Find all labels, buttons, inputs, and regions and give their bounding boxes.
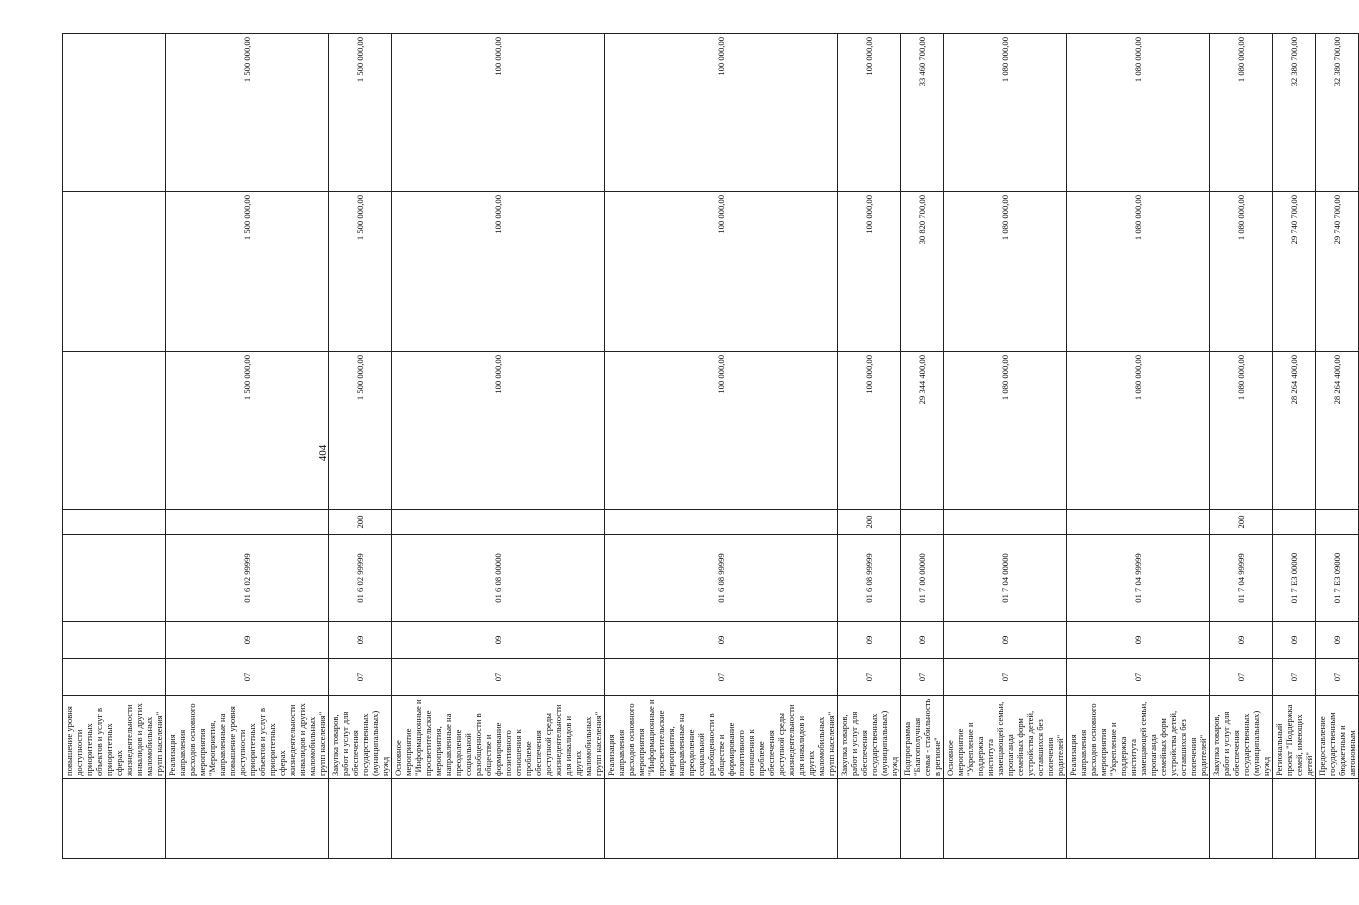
table-row — [901, 34, 944, 859]
target-article-cell: 01 6 02 99999 — [166, 535, 329, 622]
expense-type-cell — [901, 510, 944, 535]
amount-year3-cell: 32 380 700,00 — [1273, 34, 1316, 192]
amount-year3-cell: 100 000,00 — [838, 34, 901, 192]
target-article-cell: 01 7 E3 00000 — [1273, 535, 1316, 622]
row-name-cell: Основное мероприятие "Укрепление и поддержка института замещающей семьи, пропаганда семейных форм устройства детей, оставшихся без попечения родителей" — [944, 696, 1067, 779]
expense-type-cell — [392, 510, 605, 535]
subsection-code-cell: 09 — [1210, 622, 1273, 659]
section-code-cell: 07 — [1316, 659, 1359, 696]
section-code-cell: 07 — [1067, 659, 1210, 696]
expense-type-cell: 200 — [838, 510, 901, 535]
subsection-code-cell: 09 — [329, 622, 392, 659]
row-name-cell: Закупка товаров, работ и услуг для обеспечения государственных (муниципальных) нужд — [1210, 696, 1273, 779]
subsection-code-cell: 09 — [392, 622, 605, 659]
blank-cell — [1067, 779, 1210, 859]
subsection-code-cell: 09 — [166, 622, 329, 659]
amount-year1-cell: 100 000,00 — [838, 352, 901, 510]
row-name-cell: Основное мероприятие "Информационные и просветительские мероприятия, направленные на преодоление социальной разобщенности в обществе и формирование позитивного отношения к проблеме обеспечения доступной среды жизнедеятельности для инвалидов и других маломобильных групп населения" — [392, 696, 605, 779]
target-article-cell: 01 6 02 99999 — [329, 535, 392, 622]
amount-year1-cell: 1 080 000,00 — [1067, 352, 1210, 510]
target-article-cell: 01 7 E3 09000 — [1316, 535, 1359, 622]
row-name-cell: Закупка товаров, работ и услуг для обеспечения государственных (муниципальных) нужд — [838, 696, 901, 779]
subsection-code-cell: 09 — [1067, 622, 1210, 659]
row-name-cell: Реализация направления расходов основного мероприятия "Информационные и просветительские мероприятия, направленные на преодоление социальной разобщенности в обществе и формирование позитивного отношения к проблеме обеспечения доступной среды жизнедеятельности для инвалидов и других маломобильных групп населения" — [605, 696, 838, 779]
budget-table — [62, 33, 1359, 859]
amount-year2-cell: 100 000,00 — [605, 192, 838, 352]
expense-type-cell — [166, 510, 329, 535]
amount-year1-cell: 1 080 000,00 — [1210, 352, 1273, 510]
amount-year1-cell: 100 000,00 — [392, 352, 605, 510]
amount-year3-cell: 1 500 000,00 — [329, 34, 392, 192]
expense-type-cell — [944, 510, 1067, 535]
table-row — [1316, 34, 1359, 859]
section-code-cell: 07 — [166, 659, 329, 696]
section-code-cell: 07 — [944, 659, 1067, 696]
section-code-cell: 07 — [838, 659, 901, 696]
row-name-cell: Подпрограмма "Благополучная семья - стабильность в регионе" — [901, 696, 944, 779]
row-name-cell: Региональный проект "Поддержка семей, имеющих детей" — [1273, 696, 1316, 779]
row-name-cell: Реализация направления расходов основного мероприятия "Мероприятия, направленные на повышение уровня доступности приоритетных объектов и услуг в приоритетных сферах жизнедеятельности инвалидов и других маломобильных групп населения" — [166, 696, 329, 779]
amount-year3-cell: 1 500 000,00 — [166, 34, 329, 192]
budget-table-frame — [62, 34, 1357, 859]
amount-year2-cell: 100 000,00 — [838, 192, 901, 352]
expense-type-cell — [1067, 510, 1210, 535]
subsection-code-cell: 09 — [1273, 622, 1316, 659]
section-code-cell: 07 — [329, 659, 392, 696]
table-row — [838, 34, 901, 859]
subsection-code-cell: 09 — [1316, 622, 1359, 659]
amount-year1-cell: 100 000,00 — [605, 352, 838, 510]
expense-type-cell — [1273, 510, 1316, 535]
amount-year2-cell: 1 080 000,00 — [1067, 192, 1210, 352]
amount-year2-cell: 1 500 000,00 — [329, 192, 392, 352]
table-row — [1210, 34, 1273, 859]
blank-cell — [166, 779, 329, 859]
table-row — [1067, 34, 1210, 859]
section-code-cell: 07 — [605, 659, 838, 696]
amount-year1-cell — [63, 352, 166, 510]
expense-type-cell — [1316, 510, 1359, 535]
target-article-cell: 01 6 08 99999 — [838, 535, 901, 622]
table-row — [605, 34, 838, 859]
section-code-cell: 07 — [1210, 659, 1273, 696]
blank-cell — [63, 779, 166, 859]
amount-year2-cell: 100 000,00 — [392, 192, 605, 352]
subsection-code-cell: 09 — [944, 622, 1067, 659]
amount-year3-cell: 1 080 000,00 — [1067, 34, 1210, 192]
target-article-cell: 01 6 08 00000 — [392, 535, 605, 622]
target-article-cell: 01 6 08 99999 — [605, 535, 838, 622]
blank-cell — [1316, 779, 1359, 859]
section-code-cell: 07 — [1273, 659, 1316, 696]
amount-year2-cell: 1 080 000,00 — [944, 192, 1067, 352]
section-code-cell: 07 — [901, 659, 944, 696]
table-row — [944, 34, 1067, 859]
table-row — [329, 34, 392, 859]
amount-year3-cell: 1 080 000,00 — [944, 34, 1067, 192]
target-article-cell: 01 7 04 99999 — [1210, 535, 1273, 622]
section-code-cell: 07 — [392, 659, 605, 696]
table-row — [166, 34, 329, 859]
expense-type-cell: 200 — [329, 510, 392, 535]
table-row — [1273, 34, 1316, 859]
target-article-cell: 01 7 00 00000 — [901, 535, 944, 622]
amount-year3-cell: 100 000,00 — [605, 34, 838, 192]
amount-year3-cell: 32 380 700,00 — [1316, 34, 1359, 192]
amount-year1-cell: 1 500 000,00 — [329, 352, 392, 510]
subsection-code-cell: 09 — [838, 622, 901, 659]
amount-year1-cell: 29 344 400,00 — [901, 352, 944, 510]
blank-cell — [1210, 779, 1273, 859]
amount-year2-cell: 30 820 700,00 — [901, 192, 944, 352]
amount-year1-cell: 1 500 000,00 — [166, 352, 329, 510]
target-article-cell — [63, 535, 166, 622]
row-name-cell: Закупка товаров, работ и услуг для обеспечения государственных (муниципальных) нужд — [329, 696, 392, 779]
table-row — [63, 34, 166, 859]
blank-cell — [838, 779, 901, 859]
blank-cell — [944, 779, 1067, 859]
expense-type-cell — [63, 510, 166, 535]
page-number: 404 — [317, 444, 329, 462]
subsection-code-cell: 09 — [605, 622, 838, 659]
blank-cell — [392, 779, 605, 859]
subsection-code-cell: 09 — [901, 622, 944, 659]
amount-year3-cell: 1 080 000,00 — [1210, 34, 1273, 192]
amount-year3-cell — [63, 34, 166, 192]
row-name-cell: Предоставление государственным бюджетным и автономным — [1316, 696, 1359, 779]
amount-year3-cell: 100 000,00 — [392, 34, 605, 192]
blank-cell — [329, 779, 392, 859]
amount-year2-cell: 1 080 000,00 — [1210, 192, 1273, 352]
section-code-cell — [63, 659, 166, 696]
blank-cell — [605, 779, 838, 859]
blank-cell — [1273, 779, 1316, 859]
row-name-cell: Реализация направления расходов основного мероприятия "Укрепление и поддержка института замещающей семьи, пропаганда семейных форм устройства детей, оставшихся без попечения родителей" — [1067, 696, 1210, 779]
amount-year2-cell — [63, 192, 166, 352]
subsection-code-cell — [63, 622, 166, 659]
amount-year2-cell: 29 740 700,00 — [1273, 192, 1316, 352]
amount-year2-cell: 1 500 000,00 — [166, 192, 329, 352]
table-row — [392, 34, 605, 859]
amount-year1-cell: 28 264 400,00 — [1316, 352, 1359, 510]
target-article-cell: 01 7 04 00000 — [944, 535, 1067, 622]
expense-type-cell: 200 — [1210, 510, 1273, 535]
amount-year2-cell: 29 740 700,00 — [1316, 192, 1359, 352]
amount-year1-cell: 1 080 000,00 — [944, 352, 1067, 510]
blank-cell — [901, 779, 944, 859]
expense-type-cell — [605, 510, 838, 535]
row-name-cell: повышение уровня доступности приоритетных объектов и услуг в приоритетных сферах жизнедеятельности инвалидов и других маломобильных групп населения" — [63, 696, 166, 779]
amount-year3-cell: 33 460 700,00 — [901, 34, 944, 192]
target-article-cell: 01 7 04 99999 — [1067, 535, 1210, 622]
amount-year1-cell: 28 264 400,00 — [1273, 352, 1316, 510]
